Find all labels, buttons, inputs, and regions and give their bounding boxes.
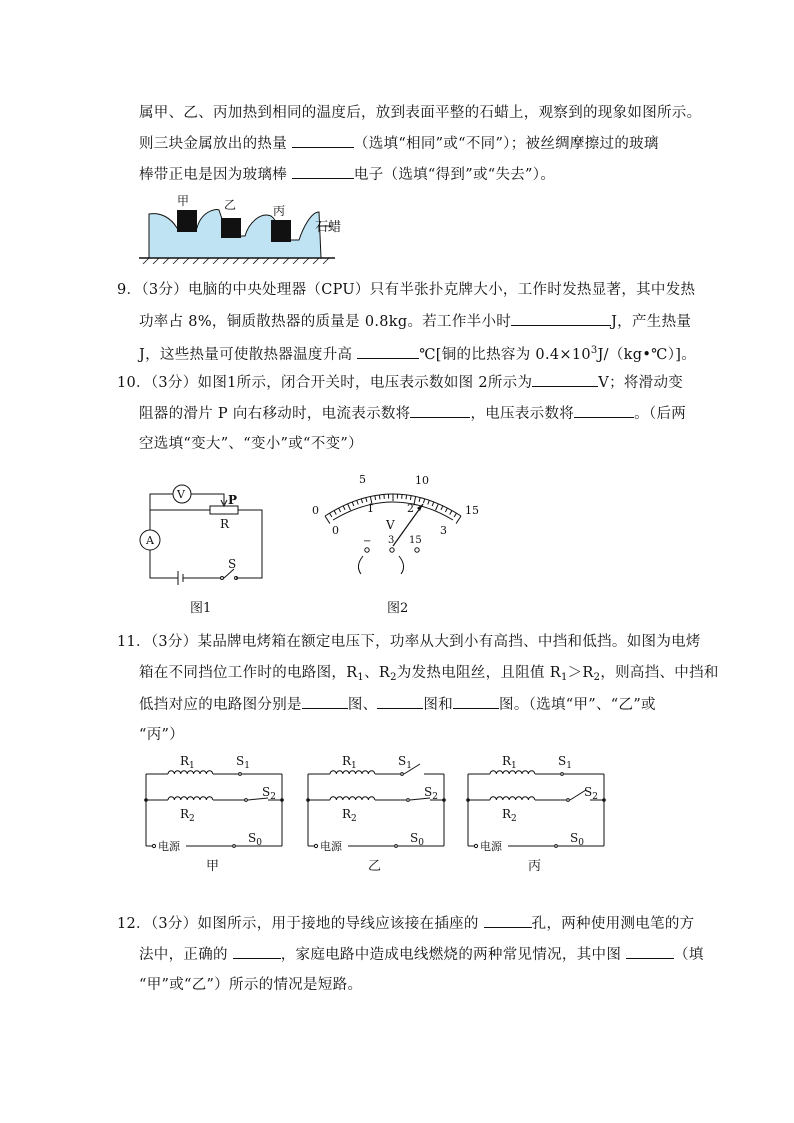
q10-line2: 阻器的滑片 P 向右移动时，电流表示数将 ，电压表示数将 。（后两 — [139, 403, 686, 424]
q11-line2: 箱在不同挡位工作时的电路图，$R_1$、$R_2$为发热电阻丝，且阻值 $R_1>R_2$，则高挡、中挡和 — [139, 665, 719, 683]
q10-blank2[interactable] — [410, 403, 470, 418]
q12-line3: “甲”或“乙”）所示的情况是短路。 — [139, 977, 363, 993]
svg-text:R1: $R_1$ — [502, 754, 517, 771]
ammeter-label: A — [146, 534, 154, 547]
q10-line1: 10．（3分）如图1所示，闭合开关时，电压表示数如图 2所示为 V；将滑动变 — [117, 372, 683, 393]
q11-line4: “丙”） — [139, 727, 185, 743]
outer-tick-0: 0 — [312, 504, 319, 517]
label-wax: 石蜡 — [315, 220, 342, 235]
q9-blank2[interactable] — [357, 344, 419, 359]
q8-blank2[interactable] — [292, 164, 354, 179]
q10-line3: 空选填“变大”、“变小”或“不变”） — [139, 436, 363, 452]
q12-line2: 法中，正确的 ，家庭电路中造成电线燃烧的两种常见情况，其中图 （填 — [139, 944, 704, 965]
svg-text:电源: 电源 — [320, 840, 342, 853]
outer-tick-15: 15 — [465, 504, 479, 517]
q11-line1: 11．（3分）某品牌电烤箱在额定电压下，功率从大到小有高挡、中挡和低挡。如图为电烤 — [117, 634, 701, 650]
q9-line2: 功率占 8%，铜质散热器的质量是 0.8kg。若工作半小时 J，产生热量 — [139, 311, 691, 332]
terminal-15: 15 — [409, 535, 422, 546]
svg-text:R1: $R_1$ — [342, 754, 357, 771]
resistor-label: R — [220, 517, 230, 531]
q12-line1: 12．（3分）如图所示，用于接地的导线应该接在插座的 孔，两种使用测电笔的方 — [117, 913, 694, 934]
svg-text:S1: $S_1$ — [398, 754, 412, 771]
label-bing: 丙 — [273, 204, 286, 218]
svg-text:S2: $S_2$ — [584, 785, 598, 802]
fig1-caption: 图1 — [190, 601, 212, 616]
q10-fig2-voltmeter — [305, 470, 485, 620]
q10-blank1[interactable] — [532, 372, 598, 387]
circuit-caption-2: 丙 — [528, 859, 542, 874]
svg-text:S1: $S_1$ — [236, 754, 250, 771]
svg-text:R2: $R_2$ — [502, 807, 517, 824]
terminal-3: 3 — [388, 535, 395, 546]
q8-line1: 属甲、乙、丙加热到相同的温度后，放到表面平整的石蜡上，观察到的现象如图所示。 — [139, 105, 702, 121]
svg-text:电源: 电源 — [480, 840, 502, 853]
label-yi: 乙 — [224, 198, 237, 212]
block-jia — [177, 210, 197, 232]
q8-line3: 棒带正电是因为玻璃棒 电子（选填“得到”或“失去”）。 — [139, 164, 555, 185]
svg-text:R2: $R_2$ — [180, 807, 195, 824]
svg-text:S2: $S_2$ — [424, 785, 438, 802]
q9-line3: J，这些热量可使散热器温度升高 ℃[铜的比热容为 $0.4\times 10^3J/(kg•℃)$]。 — [139, 345, 697, 363]
circuit-1 — [306, 754, 446, 874]
circuit-caption-1: 乙 — [368, 859, 382, 874]
svg-text:S0: $S_0$ — [570, 831, 584, 848]
q11-blank3[interactable] — [453, 694, 499, 709]
inner-tick-0: 0 — [332, 524, 339, 537]
svg-text:R2: $R_2$ — [342, 807, 357, 824]
q9-line1: 9．（3分）电脑的中央处理器（CPU）只有半张扑克牌大小，工作时发热显著，其中发热 — [117, 282, 696, 298]
switch-label: S — [228, 557, 237, 571]
q11-blank1[interactable] — [302, 694, 348, 709]
outer-tick-5: 5 — [359, 473, 366, 486]
svg-text:R1: $R_1$ — [180, 754, 195, 771]
circuit-0 — [144, 754, 284, 874]
voltmeter-label: V — [177, 488, 185, 501]
q11-circuit-diagrams — [138, 752, 618, 877]
q8-wax-figure — [139, 192, 359, 272]
q10-blank3[interactable] — [574, 403, 634, 418]
q9-blank1[interactable] — [511, 311, 611, 326]
svg-text:电源: 电源 — [158, 840, 180, 853]
inner-tick-3: 3 — [440, 524, 447, 537]
meter-label: V — [386, 518, 395, 532]
svg-text:S2: $S_2$ — [262, 785, 276, 802]
block-bing — [271, 220, 291, 242]
circuit-caption-0: 甲 — [206, 859, 220, 874]
terminal-minus: − — [363, 536, 372, 547]
block-yi — [221, 218, 241, 238]
inner-tick-2: 2 — [407, 502, 414, 515]
svg-text:S0: $S_0$ — [410, 831, 424, 848]
q8-blank1[interactable] — [292, 133, 354, 148]
slider-label: P — [228, 493, 238, 507]
circuit-2 — [466, 754, 606, 874]
q12-blank2[interactable] — [233, 944, 281, 959]
fig2-caption: 图2 — [387, 601, 409, 616]
q8-line2: 则三块金属放出的热量 （选填“相同”或“不同”）；被丝绸摩擦过的玻璃 — [139, 133, 659, 154]
svg-text:S1: $S_1$ — [558, 754, 572, 771]
q12-blank3[interactable] — [626, 944, 674, 959]
svg-text:S0: $S_0$ — [248, 831, 262, 848]
q12-blank1[interactable] — [484, 913, 532, 928]
q11-blank2[interactable] — [377, 694, 423, 709]
outer-tick-10: 10 — [415, 474, 429, 487]
inner-tick-1: 1 — [367, 502, 374, 515]
label-jia: 甲 — [177, 194, 190, 208]
q11-line3: 低挡对应的电路图分别是 图、 图和 图。（选填“甲”、“乙”或 — [139, 694, 656, 715]
q10-fig1-circuit — [138, 478, 268, 618]
